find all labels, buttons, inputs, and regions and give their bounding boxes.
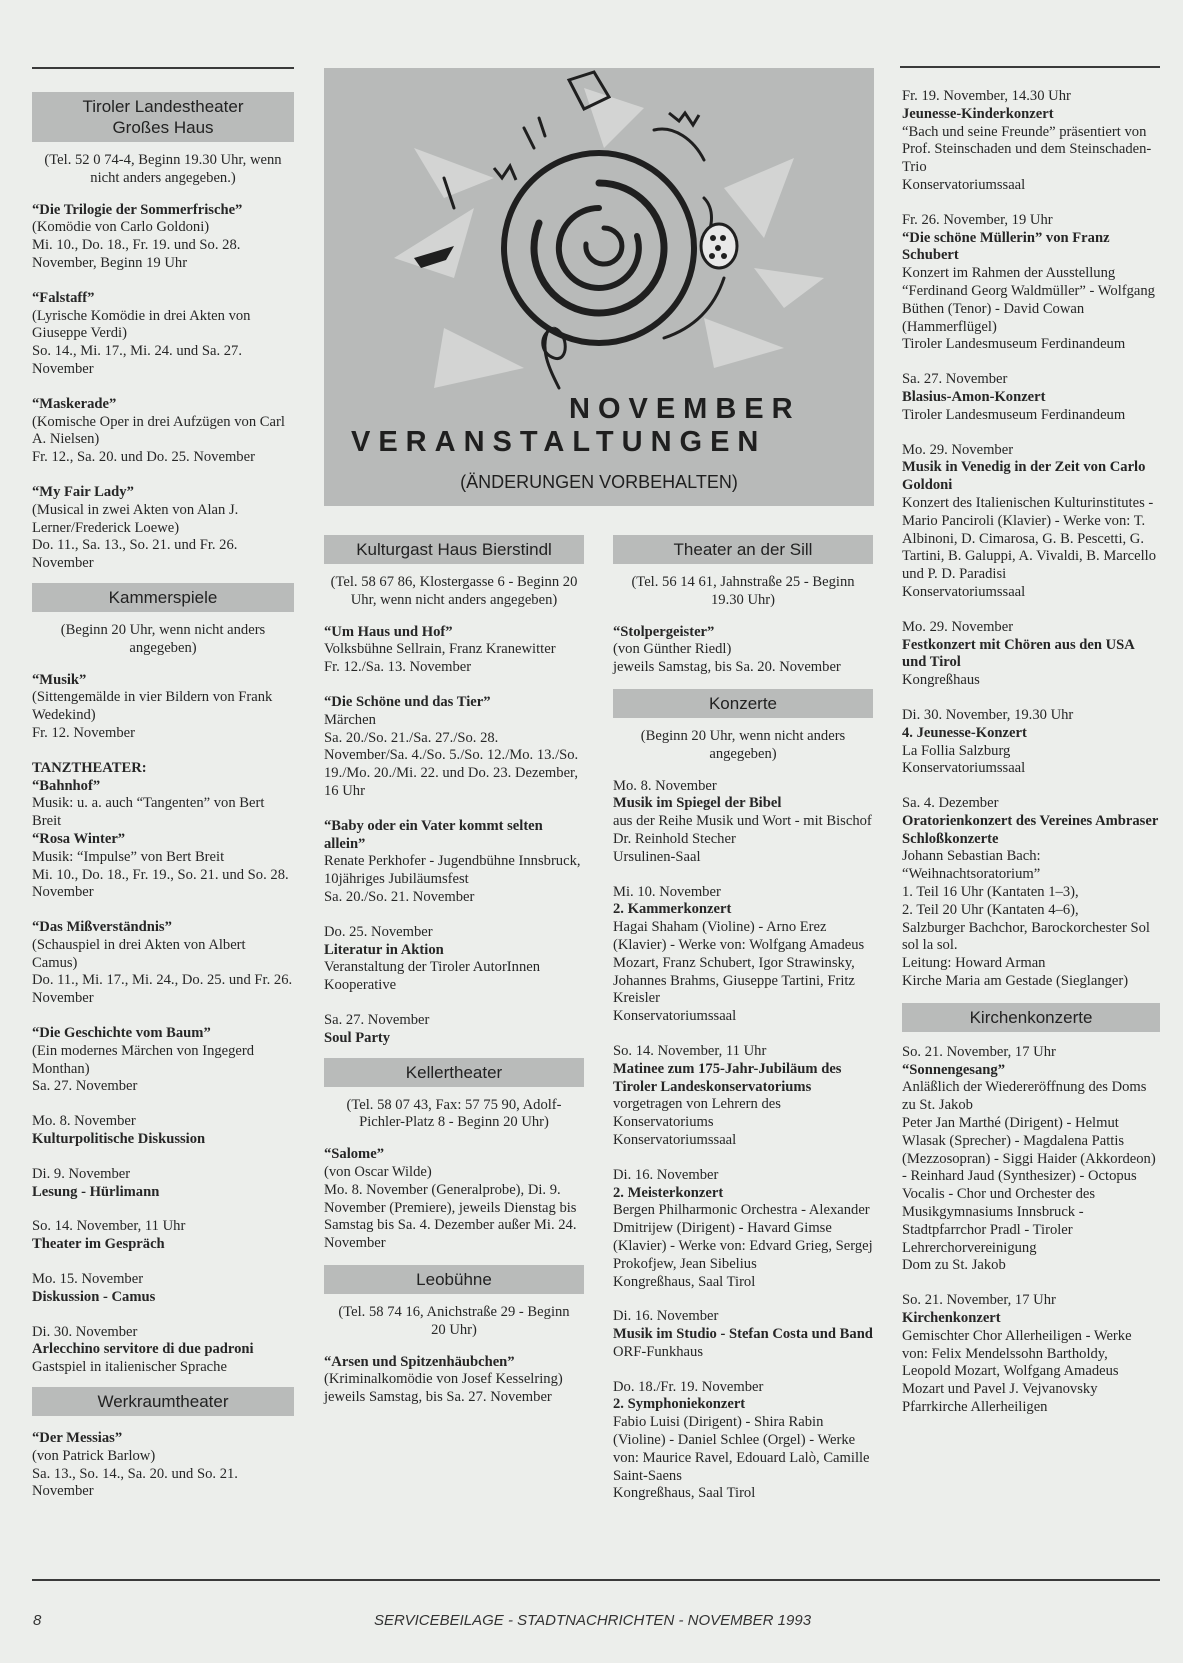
section-note: (Beginn 20 Uhr, wenn nicht anders angegeben) — [60, 621, 266, 656]
section-header-theater-an-der-sill — [613, 535, 873, 564]
event-venue: Konservatoriumssaal — [902, 760, 1026, 777]
event-title: Musik im Spiegel der Bibel — [613, 795, 782, 812]
section-title-line1: Tiroler Landestheater — [82, 97, 244, 116]
event-detail: Salzburger Bachchor, Barockorchester Sol sol la sol. — [902, 919, 1150, 954]
section-note: (Tel. 52 0 74-4, Beginn 19.30 Uhr, wenn nicht anders angegeben.) — [44, 152, 282, 186]
list-item — [613, 1043, 873, 1150]
list-item — [613, 624, 873, 677]
entry-desc: Renate Perkhofer - Jugendbühne Innsbruck, 10jähriges Jubiläumsfest — [324, 853, 581, 888]
event-desc: Veranstaltung der Tiroler AutorInnen Kooperative — [324, 959, 541, 994]
event-date: So. 14. November, 11 Uhr — [613, 1042, 767, 1059]
event-title: Matinee zum 175-Jahr-Jubiläum des Tiroler Landeskonservatoriums — [613, 1060, 842, 1095]
list-item — [902, 1292, 1160, 1417]
entry-title: “Die Trilogie der Sommerfrische” — [32, 201, 243, 218]
event-venue: Kirche Maria am Gestade (Sieglanger) — [902, 973, 1129, 990]
list-item — [32, 919, 294, 1008]
event-date: Di. 30. November, 19.30 Uhr — [902, 706, 1074, 723]
event-desc: Bergen Philharmonic Orchestra - Alexander Dmitrijew (Dirigent) - Havard Gimse (Klavier) - Werke von: Edvard Grieg, Sergej Prokofjew, Jean Sibelius — [613, 1202, 873, 1272]
event-desc: Konzert im Rahmen der Ausstellung “Ferdinand Georg Waldmüller” - Wolfgang Büthen (Tenor) - David Cowan (Hammerflügel) — [902, 265, 1155, 335]
top-rule-left — [32, 67, 294, 69]
list-item — [32, 290, 294, 379]
event-title: “Sonnengesang” — [902, 1061, 1005, 1078]
list-item — [902, 371, 1160, 424]
event-detail: 1. Teil 16 Uhr (Kantaten 1–3), — [902, 884, 1079, 901]
section-title: Werkraumtheater — [97, 1392, 229, 1412]
event-desc: Gemischter Chor Allerheiligen - Werke von: Felix Mendelssohn Bartholdy, Leopold Mozart, Wolfgang Amadeus Mozart und Pavel J. Vejvanovsky — [902, 1327, 1132, 1398]
page-number: 8 — [33, 1612, 42, 1629]
list-item — [32, 1271, 294, 1307]
event-date: Mo. 29. November — [902, 618, 1014, 635]
entry-dates: Mi. 10., Do. 18., Fr. 19., So. 21. und So. 28. November — [32, 866, 289, 901]
list-item — [32, 1218, 294, 1254]
section-header-werkraumtheater — [32, 1387, 294, 1416]
event-desc: “Bach und seine Freunde” präsentiert von Prof. Steinschaden und dem Steinschaden-Trio — [902, 123, 1152, 176]
event-desc: Hagai Shaham (Violine) - Arno Erez (Klavier) - Werke von: Wolfgang Amadeus Mozart, Franz Schubert, Igor Strawinsky, Johannes Brahms, Giuseppe Tartini, Fritz Kreisler — [613, 919, 865, 1007]
event-date: Mo. 8. November — [32, 1113, 136, 1130]
entry-dates: Fr. 12., Sa. 20. und Do. 25. November — [32, 449, 255, 466]
entry-title: “Falstaff” — [32, 289, 95, 306]
event-venue: ORF-Funkhaus — [613, 1343, 704, 1360]
event-desc: Anläßlich der Wiedereröffnung des Doms zu St. Jakob — [902, 1079, 1147, 1114]
entry-dates: Sa. 13., So. 14., Sa. 20. und So. 21. November — [32, 1465, 238, 1500]
entry-dates: jeweils Samstag, bis Sa. 20. November — [613, 659, 841, 676]
event-desc: vorgetragen von Lehrern des Konservatoriums — [613, 1096, 781, 1131]
top-rule-right — [900, 66, 1160, 68]
event-desc: Konzert des Italienischen Kulturinstitutes - Mario Panciroli (Klavier) - Werke von: T. Albinoni, D. Cimarosa, G. B. Pescetti, G. Tartini, B. Galuppi, A. Vivaldi, B. Marcello und P. D. Paradisi — [902, 494, 1156, 583]
event-date: Do. 18./Fr. 19. November — [613, 1378, 764, 1395]
entry-dates: Mo. 8. November (Generalprobe), Di. 9. November (Premiere), jeweils Dienstag bis Samstag bis Sa. 4. Dezember außer Mi. 24. November — [324, 1181, 577, 1252]
list-item — [902, 619, 1160, 690]
event-detail: Peter Jan Marthé (Dirigent) - Helmut Wlasak (Sprecher) - Magdalena Pattis (Mezzosopran) - Siggi Haider (Akkordeon) - Reinhard Jaud (Synthesizer) - Octopus Vocalis - Chor und Orchester des Musikgymnasiums Innsbruck - Stadtpfarrchor Pradl - Tiroler Lehrerchorvereinigung — [902, 1115, 1156, 1256]
event-date: So. 21. November, 17 Uhr — [902, 1043, 1056, 1060]
entry-dates: Sa. 20./So. 21./Sa. 27./So. 28. November/Sa. 4./So. 5./So. 12./Mo. 13./So. 19./Mo. 20./Mi. 22. und Do. 23. Dezember, 16 Uhr — [324, 729, 579, 799]
section-note: (Tel. 56 14 61, Jahnstraße 25 - Beginn 19.30 Uhr) — [631, 574, 855, 608]
footer-rule — [32, 1579, 1160, 1581]
section-title: Theater an der Sill — [673, 540, 813, 559]
event-title: Arlecchino servitore di due padroni — [32, 1341, 254, 1358]
entry-title: “My Fair Lady” — [32, 483, 134, 500]
event-date: Sa. 27. November — [902, 371, 1008, 388]
entry-title: “Der Messias” — [32, 1430, 123, 1447]
event-date: Fr. 26. November, 19 Uhr — [902, 211, 1053, 228]
event-title: Soul Party — [324, 1029, 391, 1046]
event-venue: Kongreßhaus, Saal Tirol — [613, 1485, 756, 1502]
event-venue: Kongreßhaus — [902, 672, 980, 689]
entry-dates: So. 14., Mi. 17., Mi. 24. und Sa. 27. November — [32, 343, 243, 377]
entry-desc: Volksbühne Sellrain, Franz Kranewitter — [324, 641, 556, 658]
entry-dates: jeweils Samstag, bis Sa. 27. November — [324, 1389, 552, 1406]
entry-dates: Do. 11., Mi. 17., Mi. 24., Do. 25. und Fr. 26. November — [32, 972, 293, 1007]
entry-dates: Fr. 12./Sa. 13. November — [324, 659, 472, 676]
event-venue: Konservatoriumssaal — [902, 583, 1026, 600]
list-item — [324, 1146, 584, 1253]
event-date: Mo. 8. November — [613, 777, 717, 794]
list-item — [32, 484, 294, 573]
entry-heading: TANZTHEATER: — [32, 759, 147, 776]
event-date: Do. 25. November — [324, 923, 433, 940]
entry-title: “Die Geschichte vom Baum” — [32, 1025, 211, 1042]
entry-desc: Märchen — [324, 711, 376, 728]
list-item — [32, 672, 294, 743]
event-venue: Konservatoriumssaal — [613, 1008, 737, 1025]
event-title: 4. Jeunesse-Konzert — [902, 724, 1027, 741]
event-title: Blasius-Amon-Konzert — [902, 388, 1046, 405]
hero-title-november: NOVEMBER — [569, 393, 801, 425]
list-item — [613, 778, 873, 867]
event-desc: Johann Sebastian Bach: “Weihnachtsoratorium” — [902, 848, 1041, 883]
event-date: Sa. 27. November — [324, 1011, 430, 1028]
event-title: Oratorienkonzert des Vereines Ambraser Schloßkonzerte — [902, 812, 1159, 847]
event-title: Musik im Studio - Stefan Costa und Band — [613, 1326, 873, 1343]
entry-desc: (Musical in zwei Akten von Alan J. Lerner/Frederick Loewe) — [32, 501, 239, 536]
event-date: Mo. 15. November — [32, 1271, 144, 1288]
event-title: Festkonzert mit Chören aus den USA und Tirol — [902, 636, 1135, 671]
event-desc: Fabio Luisi (Dirigent) - Shira Rabin (Violine) - Daniel Schlee (Orgel) - Werke von: Maurice Ravel, Edouard Lalò, Camille Saint-Saens — [613, 1414, 870, 1484]
section-note: (Tel. 58 74 16, Anichstraße 29 - Beginn 20 Uhr) — [338, 1303, 570, 1338]
event-venue: Konservatoriumssaal — [613, 1131, 737, 1148]
entry-desc: (von Oscar Wilde) — [324, 1163, 432, 1180]
list-item — [324, 624, 584, 677]
list-item — [902, 795, 1160, 991]
section-header-konzerte — [613, 689, 873, 718]
event-venue: Dom zu St. Jakob — [902, 1257, 1006, 1274]
list-item — [613, 1167, 873, 1292]
entry-title: “Die Schöne und das Tier” — [324, 693, 491, 710]
entry-desc: (Sittengemälde in vier Bildern von Frank Wedekind) — [32, 689, 273, 724]
event-date: So. 21. November, 17 Uhr — [902, 1292, 1056, 1309]
entry-desc: Musik: “Impulse” von Bert Breit — [32, 848, 225, 865]
list-item — [613, 884, 873, 1026]
list-item — [324, 924, 584, 995]
list-item — [324, 818, 584, 907]
hero-subtitle: (ÄNDERUNGEN VORBEHALTEN) — [460, 472, 738, 492]
event-title: Kulturpolitische Diskussion — [32, 1131, 206, 1148]
entry-dates: Do. 11., Sa. 13., So. 21. und Fr. 26. November — [32, 537, 238, 572]
entry-dates: Mi. 10., Do. 18., Fr. 19. und So. 28. November, Beginn 19 Uhr — [32, 237, 241, 271]
event-venue: Konservatoriumssaal — [902, 176, 1026, 193]
list-item — [32, 1324, 294, 1377]
list-item — [32, 202, 294, 273]
event-date: So. 14. November, 11 Uhr — [32, 1218, 186, 1235]
section-title: Kulturgast Haus Bierstindl — [356, 540, 552, 559]
event-title: Kirchenkonzert — [902, 1310, 1001, 1327]
list-item — [613, 1379, 873, 1504]
entry-desc: (Ein modernes Märchen von Ingegerd Monthan) — [32, 1042, 255, 1077]
entry-title: “Stolpergeister” — [613, 623, 715, 640]
event-desc: aus der Reihe Musik und Wort - mit Bischof Dr. Reinhold Stecher — [613, 813, 872, 847]
entry-desc: Musik: u. a. auch “Tangenten” von Bert Breit — [32, 795, 265, 830]
list-item — [32, 1025, 294, 1096]
event-date: Mi. 10. November — [613, 883, 721, 900]
section-header-kammerspiele — [32, 583, 294, 612]
section-header-leobuehne — [324, 1265, 584, 1294]
event-title: 2. Kammerkonzert — [613, 901, 732, 918]
hero-title-veranstaltungen: VERANSTALTUNGEN — [351, 426, 767, 458]
entry-title: “Maskerade” — [32, 395, 117, 412]
list-item — [32, 1166, 294, 1202]
entry-title: “Bahnhof” — [32, 777, 101, 794]
list-item — [902, 88, 1160, 195]
list-item — [324, 1012, 584, 1048]
entry-title: “Um Haus und Hof” — [324, 623, 453, 640]
event-detail: 2. Teil 20 Uhr (Kantaten 4–6), — [902, 901, 1079, 918]
list-item — [902, 707, 1160, 778]
section-header-kulturgast-haus-bierstindl — [324, 535, 584, 564]
event-title: Theater im Gespräch — [32, 1236, 165, 1253]
section-title: Kirchenkonzerte — [969, 1007, 1093, 1027]
event-venue: Pfarrkirche Allerheiligen — [902, 1399, 1048, 1415]
section-title: Kammerspiele — [108, 587, 218, 607]
entry-desc: (Kriminalkomödie von Josef Kesselring) — [324, 1371, 563, 1388]
event-title: 2. Meisterkonzert — [613, 1184, 724, 1201]
list-item-tanztheater — [32, 760, 294, 902]
event-title: 2. Symphoniekonzert — [613, 1396, 746, 1413]
entry-title: “Salome” — [324, 1146, 384, 1163]
event-desc: La Follia Salzburg — [902, 742, 1011, 759]
list-item — [32, 1430, 294, 1501]
event-date: Di. 16. November — [613, 1308, 719, 1325]
section-title: Konzerte — [708, 693, 778, 713]
entry-desc: (Komödie von Carlo Goldoni) — [32, 219, 210, 236]
section-header-kellertheater — [324, 1058, 584, 1087]
section-header-tiroler-landestheater — [32, 92, 294, 142]
event-date: Di. 9. November — [32, 1165, 131, 1182]
event-venue: Tiroler Landesmuseum Ferdinandeum — [902, 406, 1126, 423]
event-desc: Gastspiel in italienischer Sprache — [32, 1359, 227, 1376]
event-title: “Die schöne Müllerin” von Franz Schubert — [902, 229, 1110, 264]
list-item — [902, 442, 1160, 602]
event-date: Mo. 29. November — [902, 441, 1014, 458]
event-date: Di. 30. November — [32, 1323, 138, 1340]
list-item — [902, 1044, 1160, 1275]
event-date: Sa. 4. Dezember — [902, 795, 999, 812]
event-title: Lesung - Hürlimann — [32, 1183, 160, 1200]
event-venue: Kongreßhaus, Saal Tirol — [613, 1273, 756, 1290]
event-venue: Ursulinen-Saal — [613, 848, 701, 865]
entry-title: “Rosa Winter” — [32, 830, 126, 847]
section-title-line2: Großes Haus — [112, 118, 214, 137]
event-venue: Tiroler Landesmuseum Ferdinandeum — [902, 336, 1126, 353]
footer-text: SERVICEBEILAGE - STADTNACHRICHTEN - NOVEMBER 1993 — [374, 1612, 812, 1629]
entry-title: “Musik” — [32, 671, 87, 688]
entry-dates: Sa. 20./So. 21. November — [324, 888, 475, 905]
entry-desc: (Lyrische Komödie in drei Akten von Giuseppe Verdi) — [32, 307, 251, 342]
entry-dates: Fr. 12. November — [32, 724, 135, 741]
section-note: (Beginn 20 Uhr, wenn nicht anders angegeben) — [640, 727, 846, 762]
list-item — [324, 1354, 584, 1407]
column-1 — [32, 92, 294, 1518]
list-item — [324, 694, 584, 801]
event-date: Di. 16. November — [613, 1166, 719, 1183]
event-title: Jeunesse-Kinderkonzert — [902, 105, 1054, 122]
event-date: Fr. 19. November, 14.30 Uhr — [902, 88, 1071, 104]
column-3 — [613, 535, 873, 1520]
column-4 — [902, 88, 1160, 1434]
entry-desc: (von Patrick Barlow) — [32, 1447, 156, 1464]
list-item — [32, 1113, 294, 1149]
event-title: Musik in Venedig in der Zeit von Carlo Goldoni — [902, 459, 1146, 494]
entry-title: “Arsen und Spitzenhäubchen” — [324, 1353, 515, 1370]
list-item — [613, 1308, 873, 1361]
event-title: Literatur in Aktion — [324, 941, 444, 958]
entry-title: “Das Mißverständnis” — [32, 919, 172, 936]
section-title: Kellertheater — [405, 1062, 503, 1082]
entry-desc: (von Günther Riedl) — [613, 641, 732, 658]
column-2 — [324, 535, 584, 1424]
list-item — [902, 212, 1160, 354]
section-header-kirchenkonzerte — [902, 1003, 1160, 1032]
event-title: Diskussion - Camus — [32, 1288, 156, 1305]
entry-desc: (Schauspiel in drei Akten von Albert Camus) — [32, 936, 246, 971]
entry-dates: Sa. 27. November — [32, 1078, 138, 1095]
event-detail: Leitung: Howard Arman — [902, 955, 1046, 972]
hero-banner — [324, 68, 874, 506]
section-note: (Tel. 58 67 86, Klostergasse 6 - Beginn 20 Uhr, wenn nicht anders angegeben) — [330, 574, 578, 608]
list-item — [32, 396, 294, 467]
entry-desc: (Komische Oper in drei Aufzügen von Carl A. Nielsen) — [32, 413, 285, 448]
section-note: (Tel. 58 07 43, Fax: 57 75 90, Adolf-Pichler-Platz 8 - Beginn 20 Uhr) — [346, 1096, 562, 1131]
entry-title: “Baby oder ein Vater kommt selten allein” — [324, 817, 543, 852]
section-title: Leobühne — [416, 1269, 492, 1289]
